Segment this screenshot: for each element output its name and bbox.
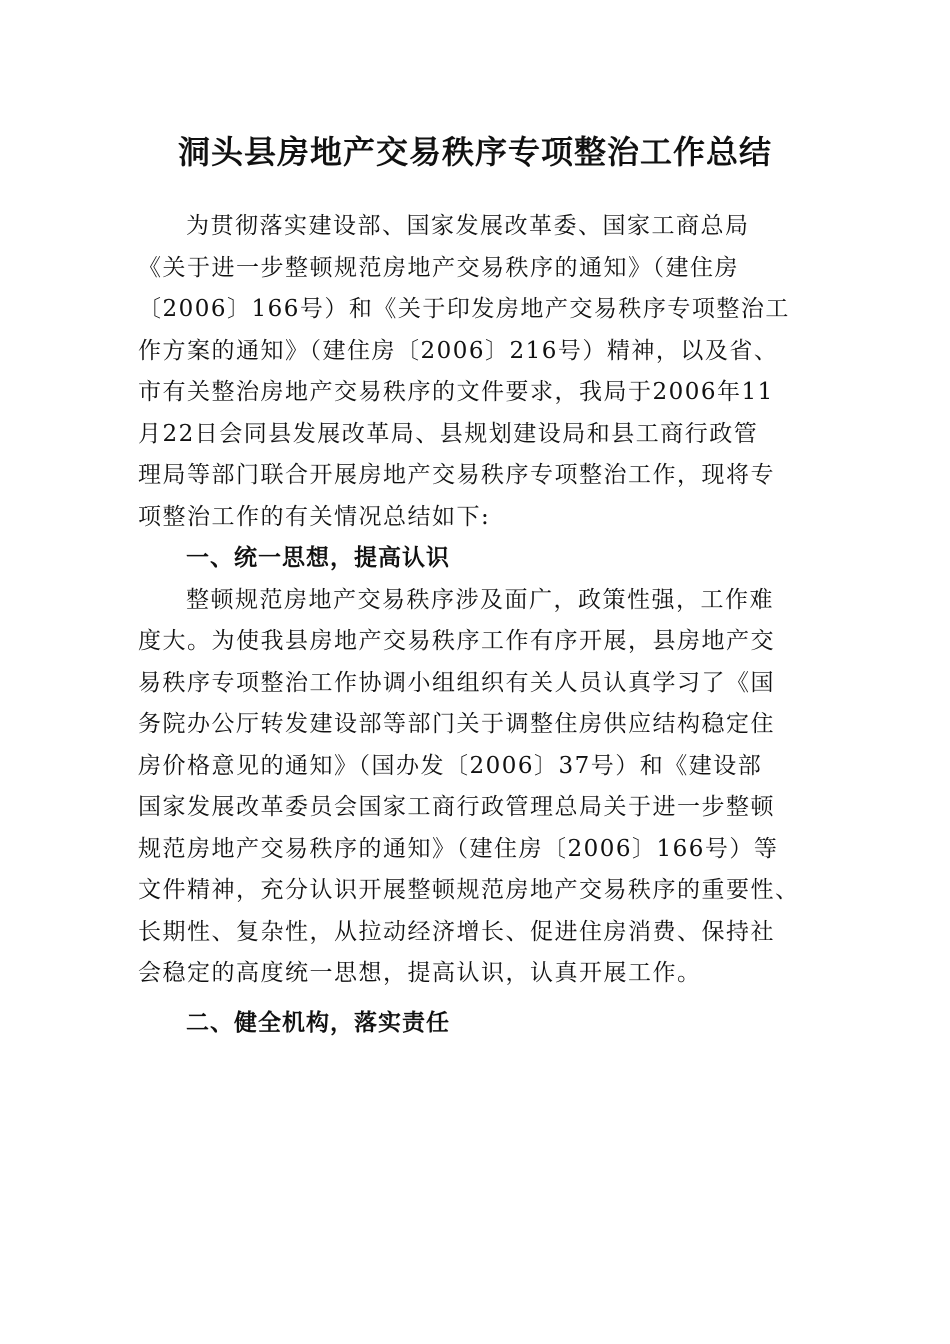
section-spacer — [138, 995, 818, 1003]
intro-line: 市有关整治房地产交易秩序的文件要求，我局于2006年11 — [138, 379, 774, 405]
section-1-line: 整顿规范房地产交易秩序涉及面广，政策性强，工作难 — [186, 586, 774, 613]
section-1-line: 易秩序专项整治工作协调小组组织有关人员认真学习了《国 — [138, 669, 775, 696]
section-1-line: 国家发展改革委员会国家工商行政管理总局关于进一步整顿 — [138, 794, 775, 820]
intro-line: 项整治工作的有关情况总结如下: — [138, 503, 491, 530]
intro-line: 理局等部门联合开展房地产交易秩序专项整治工作，现将专 — [138, 462, 775, 488]
section-1-line: 长期性、复杂性，从拉动经济增长、促进住房消费、保持社 — [138, 918, 775, 945]
intro-line: 为贯彻落实建设部、国家发展改革委、国家工商总局 — [186, 213, 750, 239]
document-title: 洞头县房地产交易秩序专项整治工作总结 — [177, 133, 772, 171]
intro-line: 〔2006〕166号）和《关于印发房地产交易秩序专项整治工 — [138, 296, 790, 322]
intro-line: 月22日会同县发展改革局、县规划建设局和县工商行政管 — [138, 420, 759, 447]
section-1-line: 务院办公厅转发建设部等部门关于调整住房供应结构稳定住 — [138, 711, 775, 737]
document-body — [138, 206, 818, 1044]
section-1-heading: 一、统一思想，提高认识 — [186, 545, 450, 571]
section-1-line: 房价格意见的通知》（国办发〔2006〕37号）和《建设部 — [138, 752, 763, 779]
intro-line: 作方案的通知》（建住房〔2006〕216号）精神，以及省、 — [138, 337, 779, 364]
section-1-line: 度大。为使我县房地产交易秩序工作有序开展，县房地产交 — [138, 628, 775, 654]
intro-line: 《关于进一步整顿规范房地产交易秩序的通知》（建住房 — [138, 254, 739, 281]
section-2-heading: 二、健全机构，落实责任 — [186, 1009, 450, 1036]
section-1-line: 文件精神，充分认识开展整顿规范房地产交易秩序的重要性、 — [138, 877, 800, 903]
section-1-line: 规范房地产交易秩序的通知》（建住房〔2006〕166号）等 — [138, 835, 779, 862]
section-1-line: 会稳定的高度统一思想，提高认识，认真开展工作。 — [138, 960, 702, 986]
